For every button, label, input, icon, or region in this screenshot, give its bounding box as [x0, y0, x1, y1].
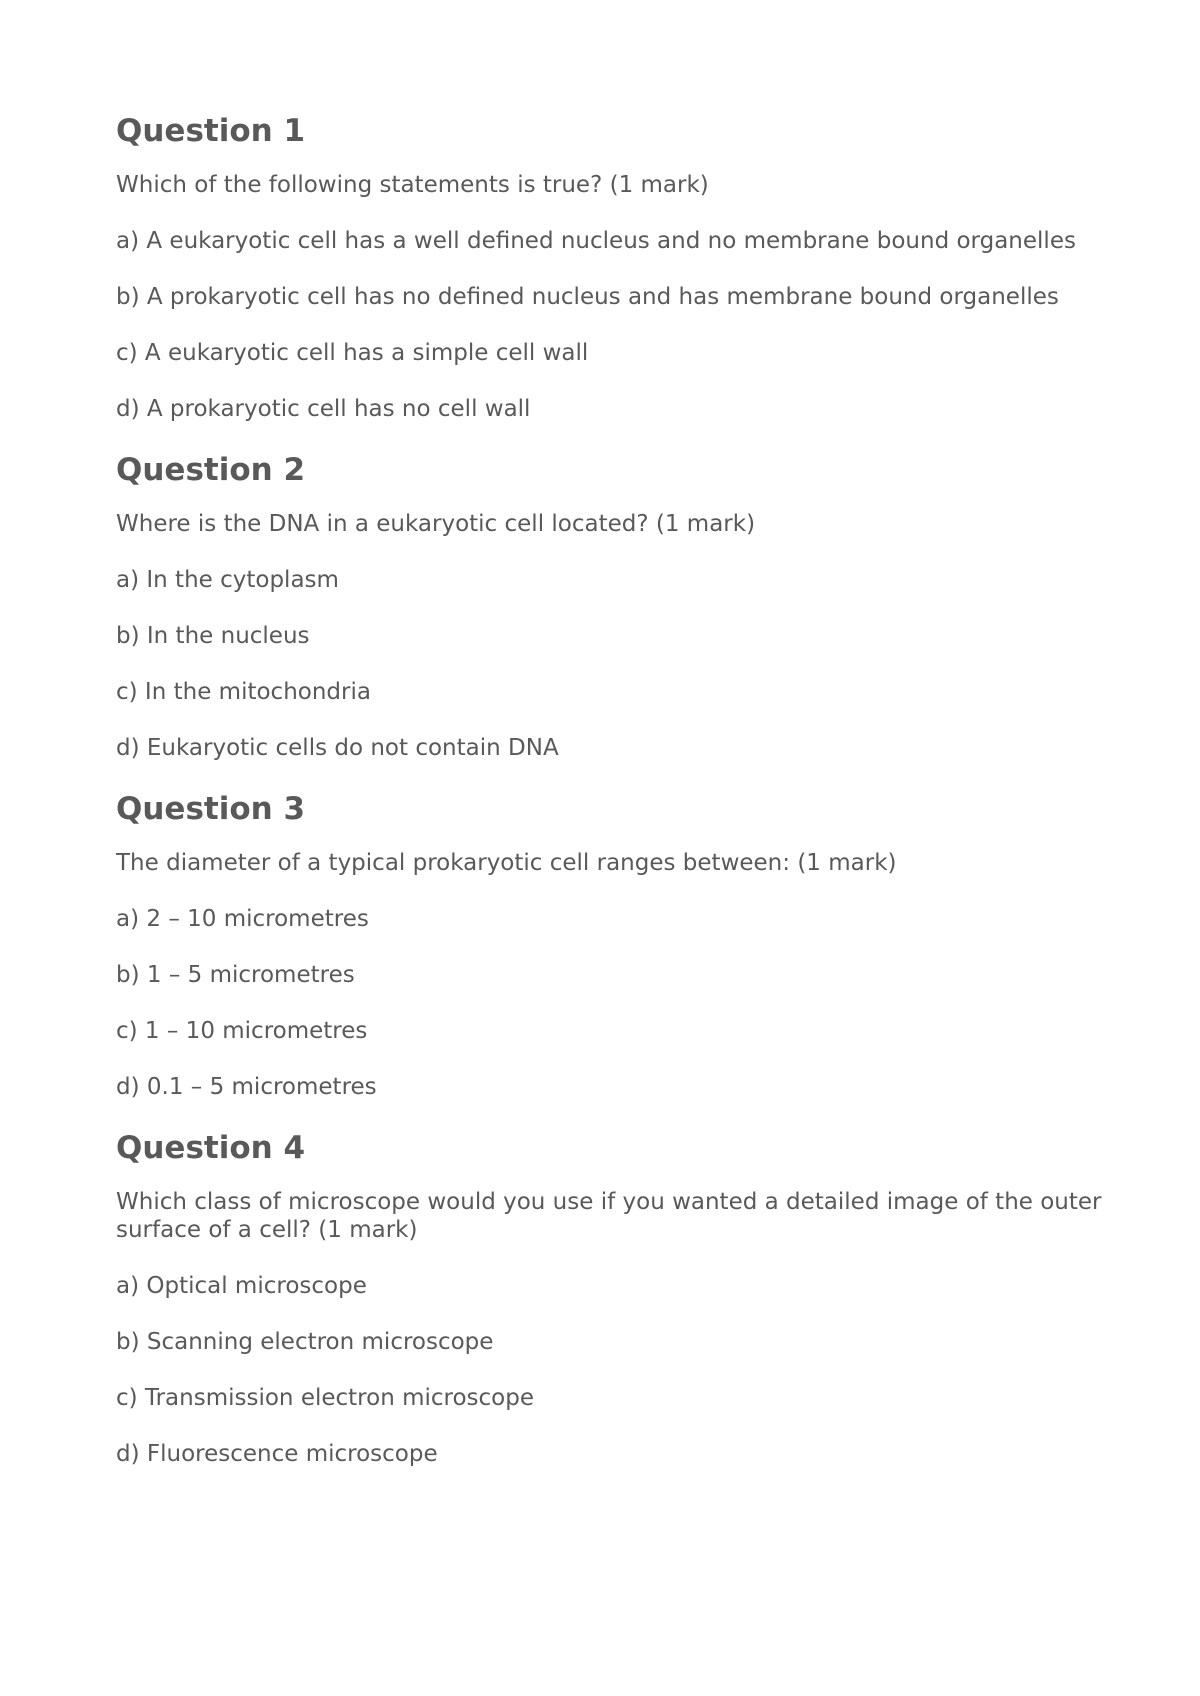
question-2 — [116, 451, 1106, 762]
option-b: b) A prokaryotic cell has no defined nucleus and has membrane bound organelles — [116, 284, 1059, 310]
option-a: a) 2 – 10 micrometres — [116, 906, 369, 932]
option-c: c) 1 – 10 micrometres — [116, 1018, 368, 1044]
question-title: Question 1 — [116, 113, 306, 149]
option-a: a) Optical microscope — [116, 1273, 367, 1299]
question-text: Where is the DNA in a eukaryotic cell located? (1 mark) — [116, 511, 756, 537]
document-page — [116, 112, 1106, 1496]
option-a: a) In the cytoplasm — [116, 567, 339, 593]
question-title: Question 3 — [116, 791, 306, 827]
option-d: d) Fluorescence microscope — [116, 1441, 438, 1467]
question-title: Question 2 — [116, 452, 306, 488]
option-c: c) Transmission electron microscope — [116, 1385, 534, 1411]
option-a: a) A eukaryotic cell has a well defined nucleus and no membrane bound organelles — [116, 228, 1076, 254]
option-d: d) Eukaryotic cells do not contain DNA — [116, 735, 559, 761]
question-title: Question 4 — [116, 1130, 306, 1166]
question-4 — [116, 1129, 1106, 1468]
question-text: The diameter of a typical prokaryotic cell ranges between: (1 mark) — [116, 850, 897, 876]
option-c: c) A eukaryotic cell has a simple cell wall — [116, 340, 589, 366]
question-1 — [116, 112, 1106, 423]
option-c: c) In the mitochondria — [116, 679, 371, 705]
question-text: Which of the following statements is true? (1 mark) — [116, 172, 709, 198]
option-d: d) 0.1 – 5 micrometres — [116, 1074, 377, 1100]
question-3 — [116, 790, 1106, 1101]
question-text: Which class of microscope would you use if you wanted a detailed image of the outer surface of a cell? (1 mark) — [116, 1189, 1102, 1243]
option-d: d) A prokaryotic cell has no cell wall — [116, 396, 531, 422]
option-b: b) 1 – 5 micrometres — [116, 962, 355, 988]
option-b: b) Scanning electron microscope — [116, 1329, 494, 1355]
option-b: b) In the nucleus — [116, 623, 310, 649]
